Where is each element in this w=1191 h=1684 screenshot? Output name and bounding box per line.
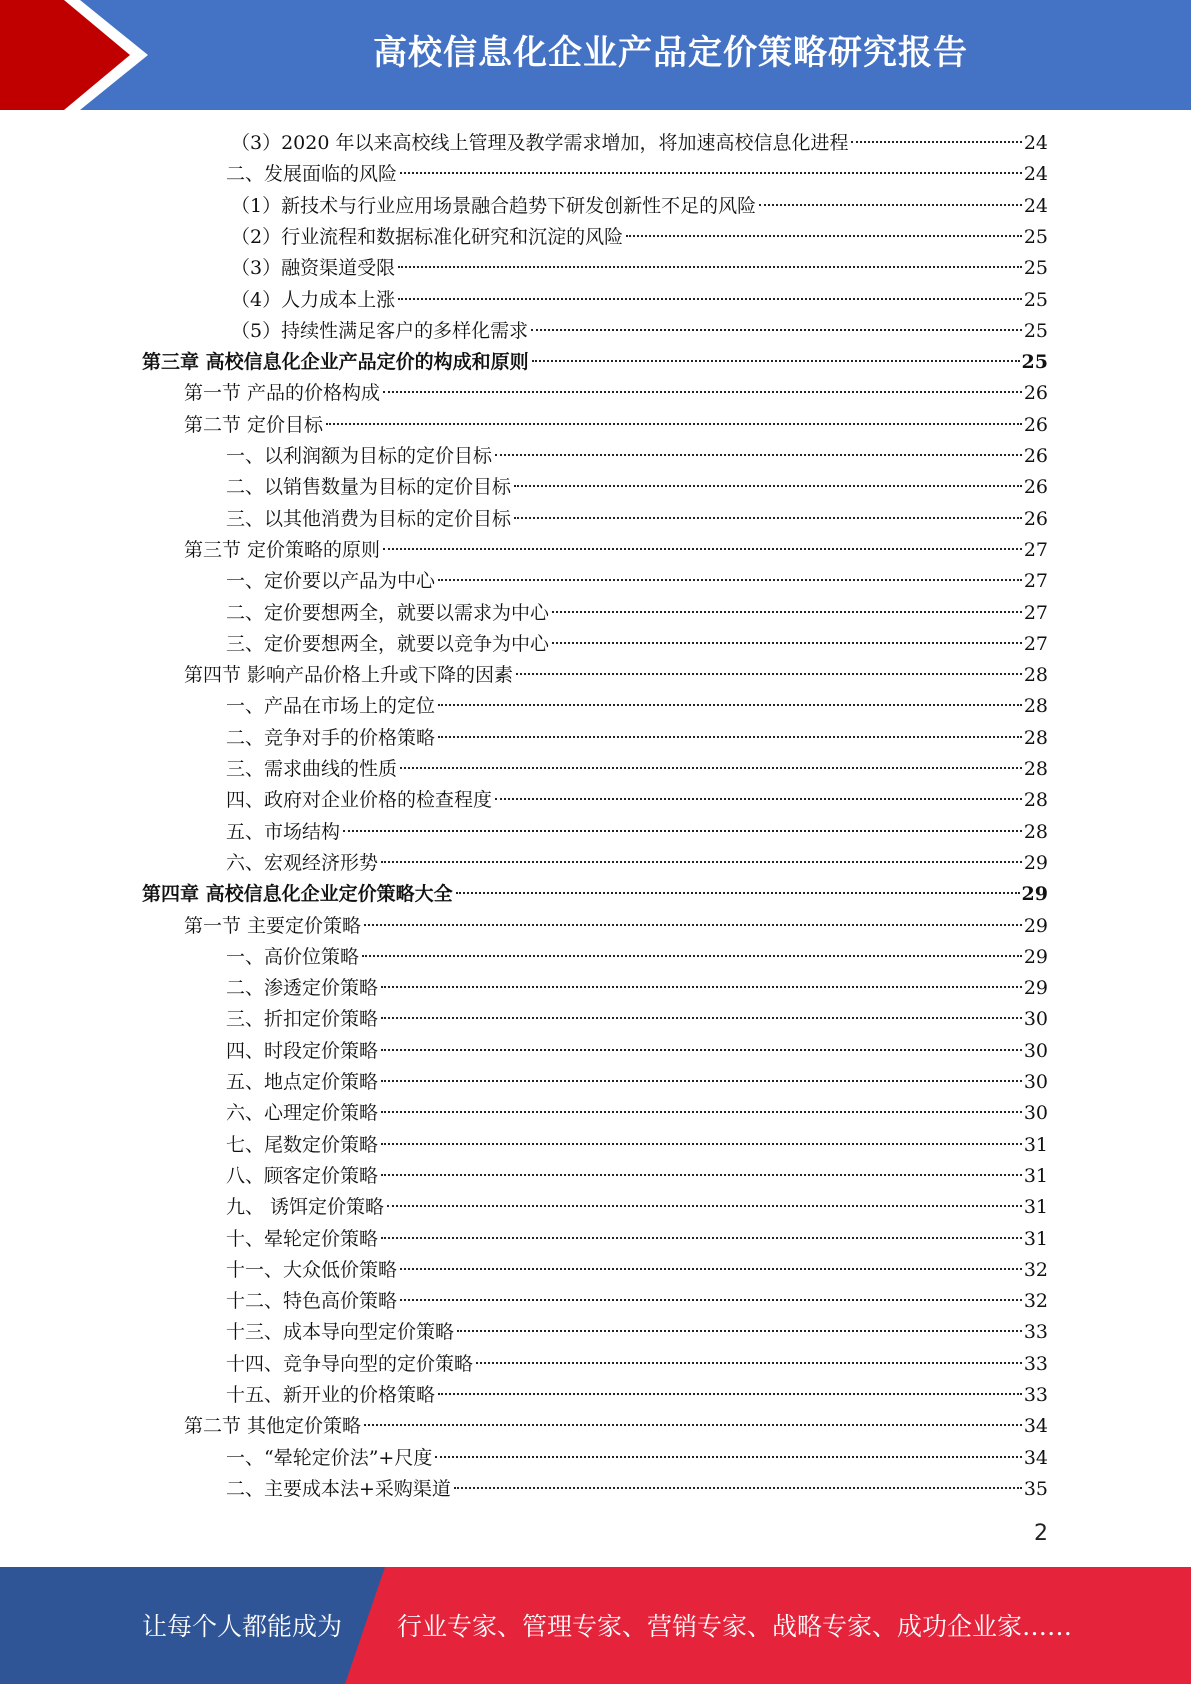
toc-entry-title: （1）新技术与行业应用场景融合趋势下研发创新性不足的风险 [231,195,757,217]
toc-dot-leader [759,204,1022,206]
toc-subsection-entry[interactable] [226,1474,1048,1505]
toc-subsection-entry[interactable] [226,848,1048,879]
page-number: 2 [1034,1521,1048,1546]
toc-entry-title: （3）2020 年以来高校线上管理及教学需求增加，将加速高校信息化进程 [231,132,849,154]
toc-entry-title: 六、心理定价策略 [226,1102,379,1124]
toc-entry-page: 32 [1023,1259,1048,1281]
toc-entry-title: 三、需求曲线的性质 [226,758,398,780]
toc-entry-page: 31 [1023,1228,1048,1250]
toc-subsection-entry[interactable] [226,504,1048,535]
toc-entry-page: 27 [1023,602,1048,624]
toc-entry-page: 28 [1023,758,1048,780]
toc-dot-leader [400,1268,1022,1270]
toc-entry-page: 34 [1023,1447,1048,1469]
toc-dot-leader [383,548,1022,550]
toc-dot-leader [398,298,1022,300]
footer-slogan-left: 让每个人都能成为 [142,1612,343,1641]
toc-subsection-entry[interactable] [226,723,1048,754]
toc-dot-leader [851,141,1021,143]
toc-entry-page: 26 [1023,508,1048,530]
toc-entry-title: 七、尾数定价策略 [226,1134,379,1156]
toc-dot-leader [457,1330,1022,1332]
document-title: 高校信息化企业产品定价策略研究报告 [373,33,968,73]
toc-subsection-entry[interactable] [226,1349,1048,1380]
toc-entry-title: 四、时段定价策略 [226,1040,379,1062]
toc-entry-title: （5）持续性满足客户的多样化需求 [231,320,529,342]
header-arrow-decoration [0,0,160,110]
toc-subsection-entry[interactable] [226,1443,1048,1474]
toc-entry-page: 26 [1023,476,1048,498]
page-footer [0,1567,1191,1684]
toc-subsection-entry[interactable] [231,128,1048,159]
toc-entry-title: 十二、特色高价策略 [226,1290,398,1312]
toc-entry-page: 31 [1023,1134,1048,1156]
toc-dot-leader [552,611,1022,613]
toc-entry-page: 30 [1023,1071,1048,1093]
toc-subsection-entry[interactable] [226,1067,1048,1098]
toc-section-entry[interactable] [184,410,1048,441]
toc-subsection-entry[interactable] [226,1286,1048,1317]
toc-chapter-entry[interactable] [142,347,1048,378]
toc-entry-title: 十三、成本导向型定价策略 [226,1321,455,1343]
toc-dot-leader [456,892,1020,894]
toc-subsection-entry[interactable] [226,441,1048,472]
toc-entry-page: 33 [1023,1321,1048,1343]
toc-dot-leader [381,1017,1022,1019]
toc-entry-title: 十四、竞争导向型的定价策略 [226,1353,474,1375]
toc-subsection-entry[interactable] [231,191,1048,222]
toc-entry-title: 二、主要成本法+采购渠道 [226,1478,451,1500]
toc-section-entry[interactable] [184,1411,1048,1442]
toc-subsection-entry[interactable] [226,1224,1048,1255]
toc-entry-page: 27 [1023,570,1048,592]
toc-entry-page: 25 [1021,351,1048,373]
toc-entry-page: 28 [1023,789,1048,811]
toc-entry-page: 28 [1023,727,1048,749]
toc-entry-page: 27 [1023,539,1048,561]
toc-dot-leader [400,767,1022,769]
toc-entry-title: 八、顾客定价策略 [226,1165,379,1187]
toc-dot-leader [364,924,1022,926]
toc-subsection-entry[interactable] [226,1130,1048,1161]
toc-dot-leader [400,1299,1022,1301]
toc-dot-leader [438,704,1022,706]
toc-entry-page: 26 [1023,445,1048,467]
toc-entry-page: 30 [1023,1040,1048,1062]
toc-entry-title: 第二节 定价目标 [184,414,324,436]
toc-entry-title: 第四章 高校信息化企业定价策略大全 [142,883,453,905]
toc-entry-title: 五、地点定价策略 [226,1071,379,1093]
toc-subsection-entry[interactable] [226,159,1048,190]
toc-section-entry[interactable] [184,535,1048,566]
toc-entry-title: 六、宏观经济形势 [226,852,379,874]
toc-entry-title: 一、高价位策略 [226,946,360,968]
toc-dot-leader [381,986,1022,988]
toc-dot-leader [326,423,1022,425]
toc-dot-leader [343,830,1022,832]
toc-dot-leader [438,1393,1022,1395]
toc-entry-page: 26 [1023,414,1048,436]
toc-entry-page: 30 [1023,1008,1048,1030]
toc-dot-leader [383,391,1022,393]
toc-subsection-entry[interactable] [231,285,1048,316]
toc-dot-leader [438,736,1022,738]
toc-entry-page: 25 [1023,226,1048,248]
toc-dot-leader [476,1362,1022,1364]
toc-entry-page: 33 [1023,1353,1048,1375]
toc-entry-page: 28 [1023,664,1048,686]
toc-entry-page: 31 [1023,1196,1048,1218]
toc-entry-title: 三、以其他消费为目标的定价目标 [226,508,512,530]
toc-subsection-entry[interactable] [226,1192,1048,1223]
toc-dot-leader [514,485,1022,487]
toc-entry-title: （3）融资渠道受限 [231,257,396,279]
toc-dot-leader [532,360,1020,362]
toc-dot-leader [514,517,1022,519]
toc-entry-title: 第二节 其他定价策略 [184,1415,362,1437]
toc-entry-page: 28 [1023,695,1048,717]
toc-entry-page: 29 [1023,852,1048,874]
toc-dot-leader [435,1456,1021,1458]
toc-entry-title: 二、以销售数量为目标的定价目标 [226,476,512,498]
toc-entry-title: 三、折扣定价策略 [226,1008,379,1030]
toc-entry-page: 33 [1023,1384,1048,1406]
toc-entry-page: 25 [1023,257,1048,279]
toc-entry-title: 九、 诱饵定价策略 [226,1196,385,1218]
toc-subsection-entry[interactable] [226,754,1048,785]
toc-dot-leader [381,1143,1022,1145]
toc-dot-leader [381,1049,1022,1051]
toc-entry-page: 24 [1023,195,1048,217]
toc-entry-title: 第三节 定价策略的原则 [184,539,381,561]
toc-subsection-entry[interactable] [226,817,1048,848]
toc-entry-title: 十、晕轮定价策略 [226,1228,379,1250]
toc-subsection-entry[interactable] [226,629,1048,660]
toc-entry-page: 27 [1023,633,1048,655]
toc-subsection-entry[interactable] [226,1098,1048,1129]
toc-entry-page: 25 [1023,320,1048,342]
toc-entry-title: 五、市场结构 [226,821,341,843]
toc-entry-title: 二、发展面临的风险 [226,163,398,185]
toc-subsection-entry[interactable] [226,1036,1048,1067]
toc-entry-page: 26 [1023,382,1048,404]
toc-subsection-entry[interactable] [226,942,1048,973]
toc-entry-title: 四、政府对企业价格的检查程度 [226,789,493,811]
toc-entry-page: 25 [1023,289,1048,311]
toc-dot-leader [438,579,1022,581]
toc-subsection-entry[interactable] [226,598,1048,629]
toc-entry-title: 一、以利润额为目标的定价目标 [226,445,493,467]
toc-dot-leader [552,642,1022,644]
toc-subsection-entry[interactable] [226,785,1048,816]
toc-subsection-entry[interactable] [231,253,1048,284]
toc-dot-leader [400,172,1022,174]
toc-entry-page: 32 [1023,1290,1048,1312]
toc-entry-title: 二、定价要想两全，就要以需求为中心 [226,602,550,624]
toc-dot-leader [531,329,1022,331]
toc-dot-leader [387,1205,1022,1207]
toc-subsection-entry[interactable] [231,222,1048,253]
toc-dot-leader [381,1174,1022,1176]
toc-entry-title: 第一节 主要定价策略 [184,915,362,937]
toc-entry-title: 二、竞争对手的价格策略 [226,727,436,749]
toc-entry-page: 30 [1023,1102,1048,1124]
toc-entry-page: 24 [1023,132,1048,154]
toc-entry-title: （4）人力成本上涨 [231,289,396,311]
toc-subsection-entry[interactable] [226,472,1048,503]
toc-entry-title: 一、定价要以产品为中心 [226,570,436,592]
toc-entry-title: 三、定价要想两全，就要以竞争为中心 [226,633,550,655]
toc-subsection-entry[interactable] [226,691,1048,722]
toc-entry-title: 十五、新开业的价格策略 [226,1384,436,1406]
toc-entry-title: 第一节 产品的价格构成 [184,382,381,404]
toc-entry-title: 十一、大众低价策略 [226,1259,398,1281]
toc-section-entry[interactable] [184,378,1048,409]
toc-entry-page: 31 [1023,1165,1048,1187]
toc-chapter-entry[interactable] [142,879,1048,910]
toc-entry-title: 一、产品在市场上的定位 [226,695,436,717]
toc-dot-leader [495,798,1022,800]
toc-dot-leader [516,673,1022,675]
toc-section-entry[interactable] [184,911,1048,942]
toc-dot-leader [495,454,1022,456]
toc-dot-leader [381,861,1022,863]
page-header [0,0,1191,110]
toc-entry-title: 二、渗透定价策略 [226,977,379,999]
toc-subsection-entry[interactable] [226,973,1048,1004]
toc-dot-leader [381,1080,1022,1082]
toc-entry-title: 第三章 高校信息化企业产品定价的构成和原则 [142,351,529,373]
toc-subsection-entry[interactable] [226,1380,1048,1411]
toc-entry-title: 第四节 影响产品价格上升或下降的因素 [184,664,514,686]
toc-entry-page: 24 [1023,163,1048,185]
toc-dot-leader [398,266,1022,268]
toc-subsection-entry[interactable] [226,1161,1048,1192]
toc-entry-page: 29 [1023,946,1048,968]
toc-subsection-entry[interactable] [231,316,1048,347]
toc-entry-page: 29 [1023,915,1048,937]
toc-subsection-entry[interactable] [226,1004,1048,1035]
toc-subsection-entry[interactable] [226,566,1048,597]
toc-dot-leader [626,235,1022,237]
toc-dot-leader [454,1487,1022,1489]
toc-entry-title: 一、“晕轮定价法”+尺度 [226,1447,433,1469]
toc-entry-page: 35 [1023,1478,1048,1500]
toc-entry-page: 29 [1021,883,1048,905]
toc-entry-title: （2）行业流程和数据标准化研究和沉淀的风险 [231,226,624,248]
footer-slogan-right: 行业专家、管理专家、营销专家、战略专家、成功企业家…… [397,1612,1073,1641]
toc-dot-leader [381,1237,1022,1239]
toc-entry-page: 34 [1023,1415,1048,1437]
toc-subsection-entry[interactable] [226,1255,1048,1286]
toc-dot-leader [362,955,1022,957]
toc-section-entry[interactable] [184,660,1048,691]
toc-subsection-entry[interactable] [226,1317,1048,1348]
toc-dot-leader [381,1111,1022,1113]
toc-entry-page: 28 [1023,821,1048,843]
toc-dot-leader [364,1424,1022,1426]
toc-entry-page: 29 [1023,977,1048,999]
